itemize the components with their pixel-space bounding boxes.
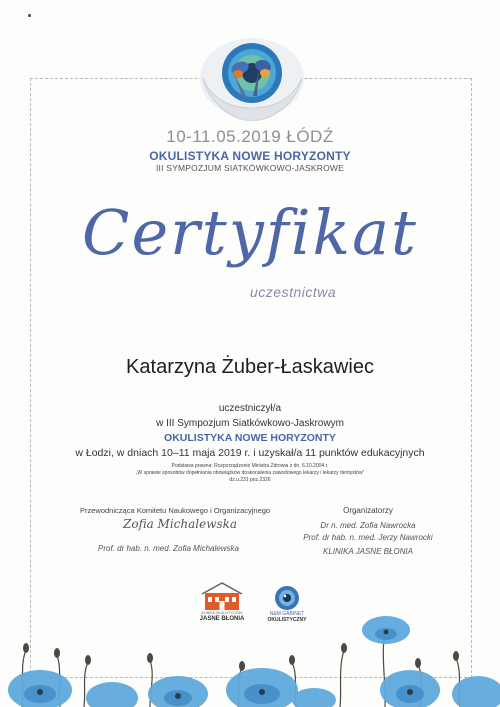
clinic-house-logo xyxy=(198,581,246,611)
organizer-name: Prof. dr hab. n. med. Jerzy Nawrocki xyxy=(303,533,433,542)
organizer-clinic: KLINIKA JASNE BŁONIA xyxy=(323,547,413,556)
event-name: OKULISTYKA NOWE HORYZONTY xyxy=(149,149,351,163)
handwritten-signature: Zofia Michalewska xyxy=(123,517,238,531)
gabinet-eye-logo xyxy=(274,585,300,611)
certificate-title: Certyfikat xyxy=(82,196,418,269)
organizers-label: Organizatorzy xyxy=(343,506,393,515)
eye-hands-birds-logo xyxy=(195,28,310,128)
participation-line-3: OKULISTYKA NOWE HORYZONTY xyxy=(164,432,336,444)
chair-label: Przewodnicząca Komitetu Naukowego i Organizacyjnego xyxy=(80,506,271,515)
participation-line-4: w Łodzi, w dniach 10–11 maja 2019 r. i uzyskał/a 11 punktów edukacyjnych xyxy=(75,447,425,459)
participant-name: Katarzyna Żuber-Łaskawiec xyxy=(126,356,374,378)
event-date-place: 10-11.05.2019 ŁÓDŹ xyxy=(166,127,334,146)
participation-line-2: w III Sympozjum Siatkówkowo-Jaskrowym xyxy=(156,418,344,429)
legal-basis-3: dz.u.231 poz.2326 xyxy=(229,477,271,483)
legal-basis-1: Podstawa prawna: Rozporządzenie Ministra Zdrowia z dn. 6.10.2004 r. xyxy=(171,463,329,469)
gabinet-logo-title: OKULISTYCZNY xyxy=(267,617,307,623)
clinic-logo-subtitle: KLINIKA OKULISTYCZNA xyxy=(201,611,243,615)
clinic-logo-title: JASNE BŁONIA xyxy=(199,616,245,622)
participation-line-1: uczestniczył/a xyxy=(218,403,282,414)
blue-flowers-decoration xyxy=(0,610,500,707)
gabinet-logo-subtitle: N&M GABINET xyxy=(269,611,305,617)
corner-mark xyxy=(28,14,31,17)
certificate-subtitle: uczestnictwa xyxy=(250,284,337,300)
chair-name: Prof. dr hab. n. med. Zofia Michalewska xyxy=(98,544,239,553)
event-subtitle: III SYMPOZJUM SIATKÓWKOWO-JASKROWE xyxy=(156,163,344,173)
legal-basis-2: „W sprawie sposobów dopełniania obowiązków doskonalenia zawodowego lekarzy i lekarzy dentystów” xyxy=(135,470,365,476)
organizer-name: Dr n. med. Zofia Nawrocka xyxy=(320,521,416,530)
